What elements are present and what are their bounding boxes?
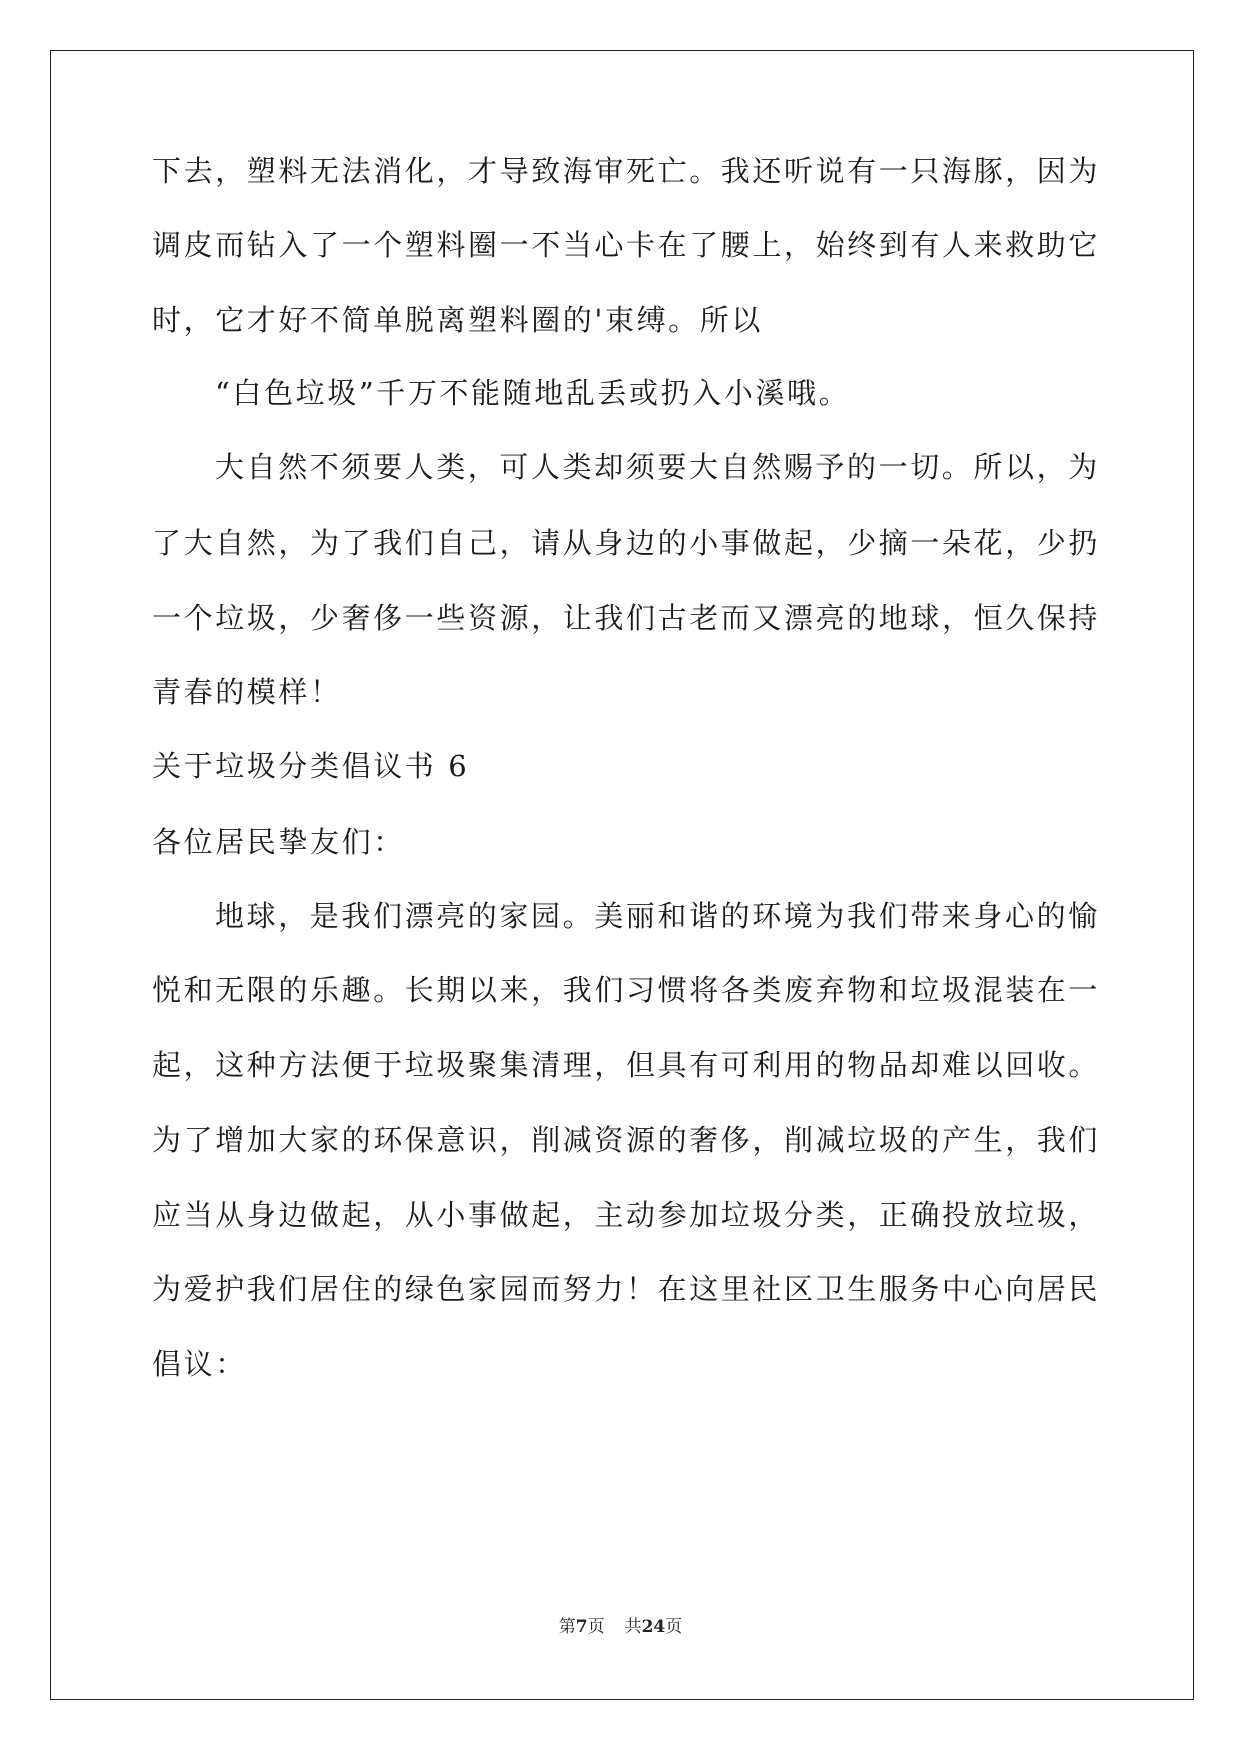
footer-total-prefix: 共: [624, 1617, 642, 1637]
page-border: [50, 50, 1194, 1700]
page-number: 7: [575, 1617, 588, 1637]
paragraph-line: 下去，塑料无法消化，才导致海审死亡。我还听说有一只海豚，因为: [152, 154, 1101, 188]
footer-total-suffix: 页: [665, 1617, 683, 1637]
paragraph-line: 起，这种方法便于垃圾聚集清理，但具有可利用的物品却难以回收。: [152, 1048, 1101, 1082]
salutation: 各位居民挚友们：: [152, 825, 405, 859]
paragraph-line: “白色垃圾”千万不能随地乱丢或扔入小溪哦。: [215, 376, 851, 410]
paragraph-line: 应当从身边做起，从小事做起，主动参加垃圾分类，正确投放垃圾，: [152, 1198, 1101, 1232]
footer-prefix: 第: [558, 1617, 576, 1637]
total-pages: 24: [641, 1617, 666, 1637]
page-footer: [0, 1615, 1241, 1639]
paragraph-line: 一个垃圾，少奢侈一些资源，让我们古老而又漂亮的地球，恒久保持: [152, 601, 1101, 635]
paragraph-line: 为了增加大家的环保意识，削减资源的奢侈，削减垃圾的产生，我们: [152, 1123, 1101, 1157]
paragraph-line: 悦和无限的乐趣。长期以来，我们习惯将各类废弃物和垃圾混装在一: [152, 973, 1101, 1007]
footer-page-suffix: 页: [587, 1617, 605, 1637]
section-heading: 关于垃圾分类倡议书 6: [152, 749, 470, 783]
paragraph-line: 了大自然，为了我们自己，请从身边的小事做起，少摘一朵花，少扔: [152, 526, 1101, 560]
paragraph-line: 为爱护我们居住的绿色家园而努力！在这里社区卫生服务中心向居民: [152, 1272, 1101, 1306]
paragraph-line: 青春的模样！: [152, 675, 342, 709]
paragraph-line: 调皮而钻入了一个塑料圈一不当心卡在了腰上，始终到有人来救助它: [152, 228, 1101, 262]
paragraph-line: 地球，是我们漂亮的家园。美丽和谐的环境为我们带来身心的愉: [215, 899, 1100, 933]
paragraph-line: 大自然不须要人类，可人类却须要大自然赐予的一切。所以，为: [215, 450, 1100, 484]
paragraph-line: 时，它才好不简单脱离塑料圈的'束缚。所以: [152, 303, 763, 337]
paragraph-line: 倡议：: [152, 1347, 247, 1381]
